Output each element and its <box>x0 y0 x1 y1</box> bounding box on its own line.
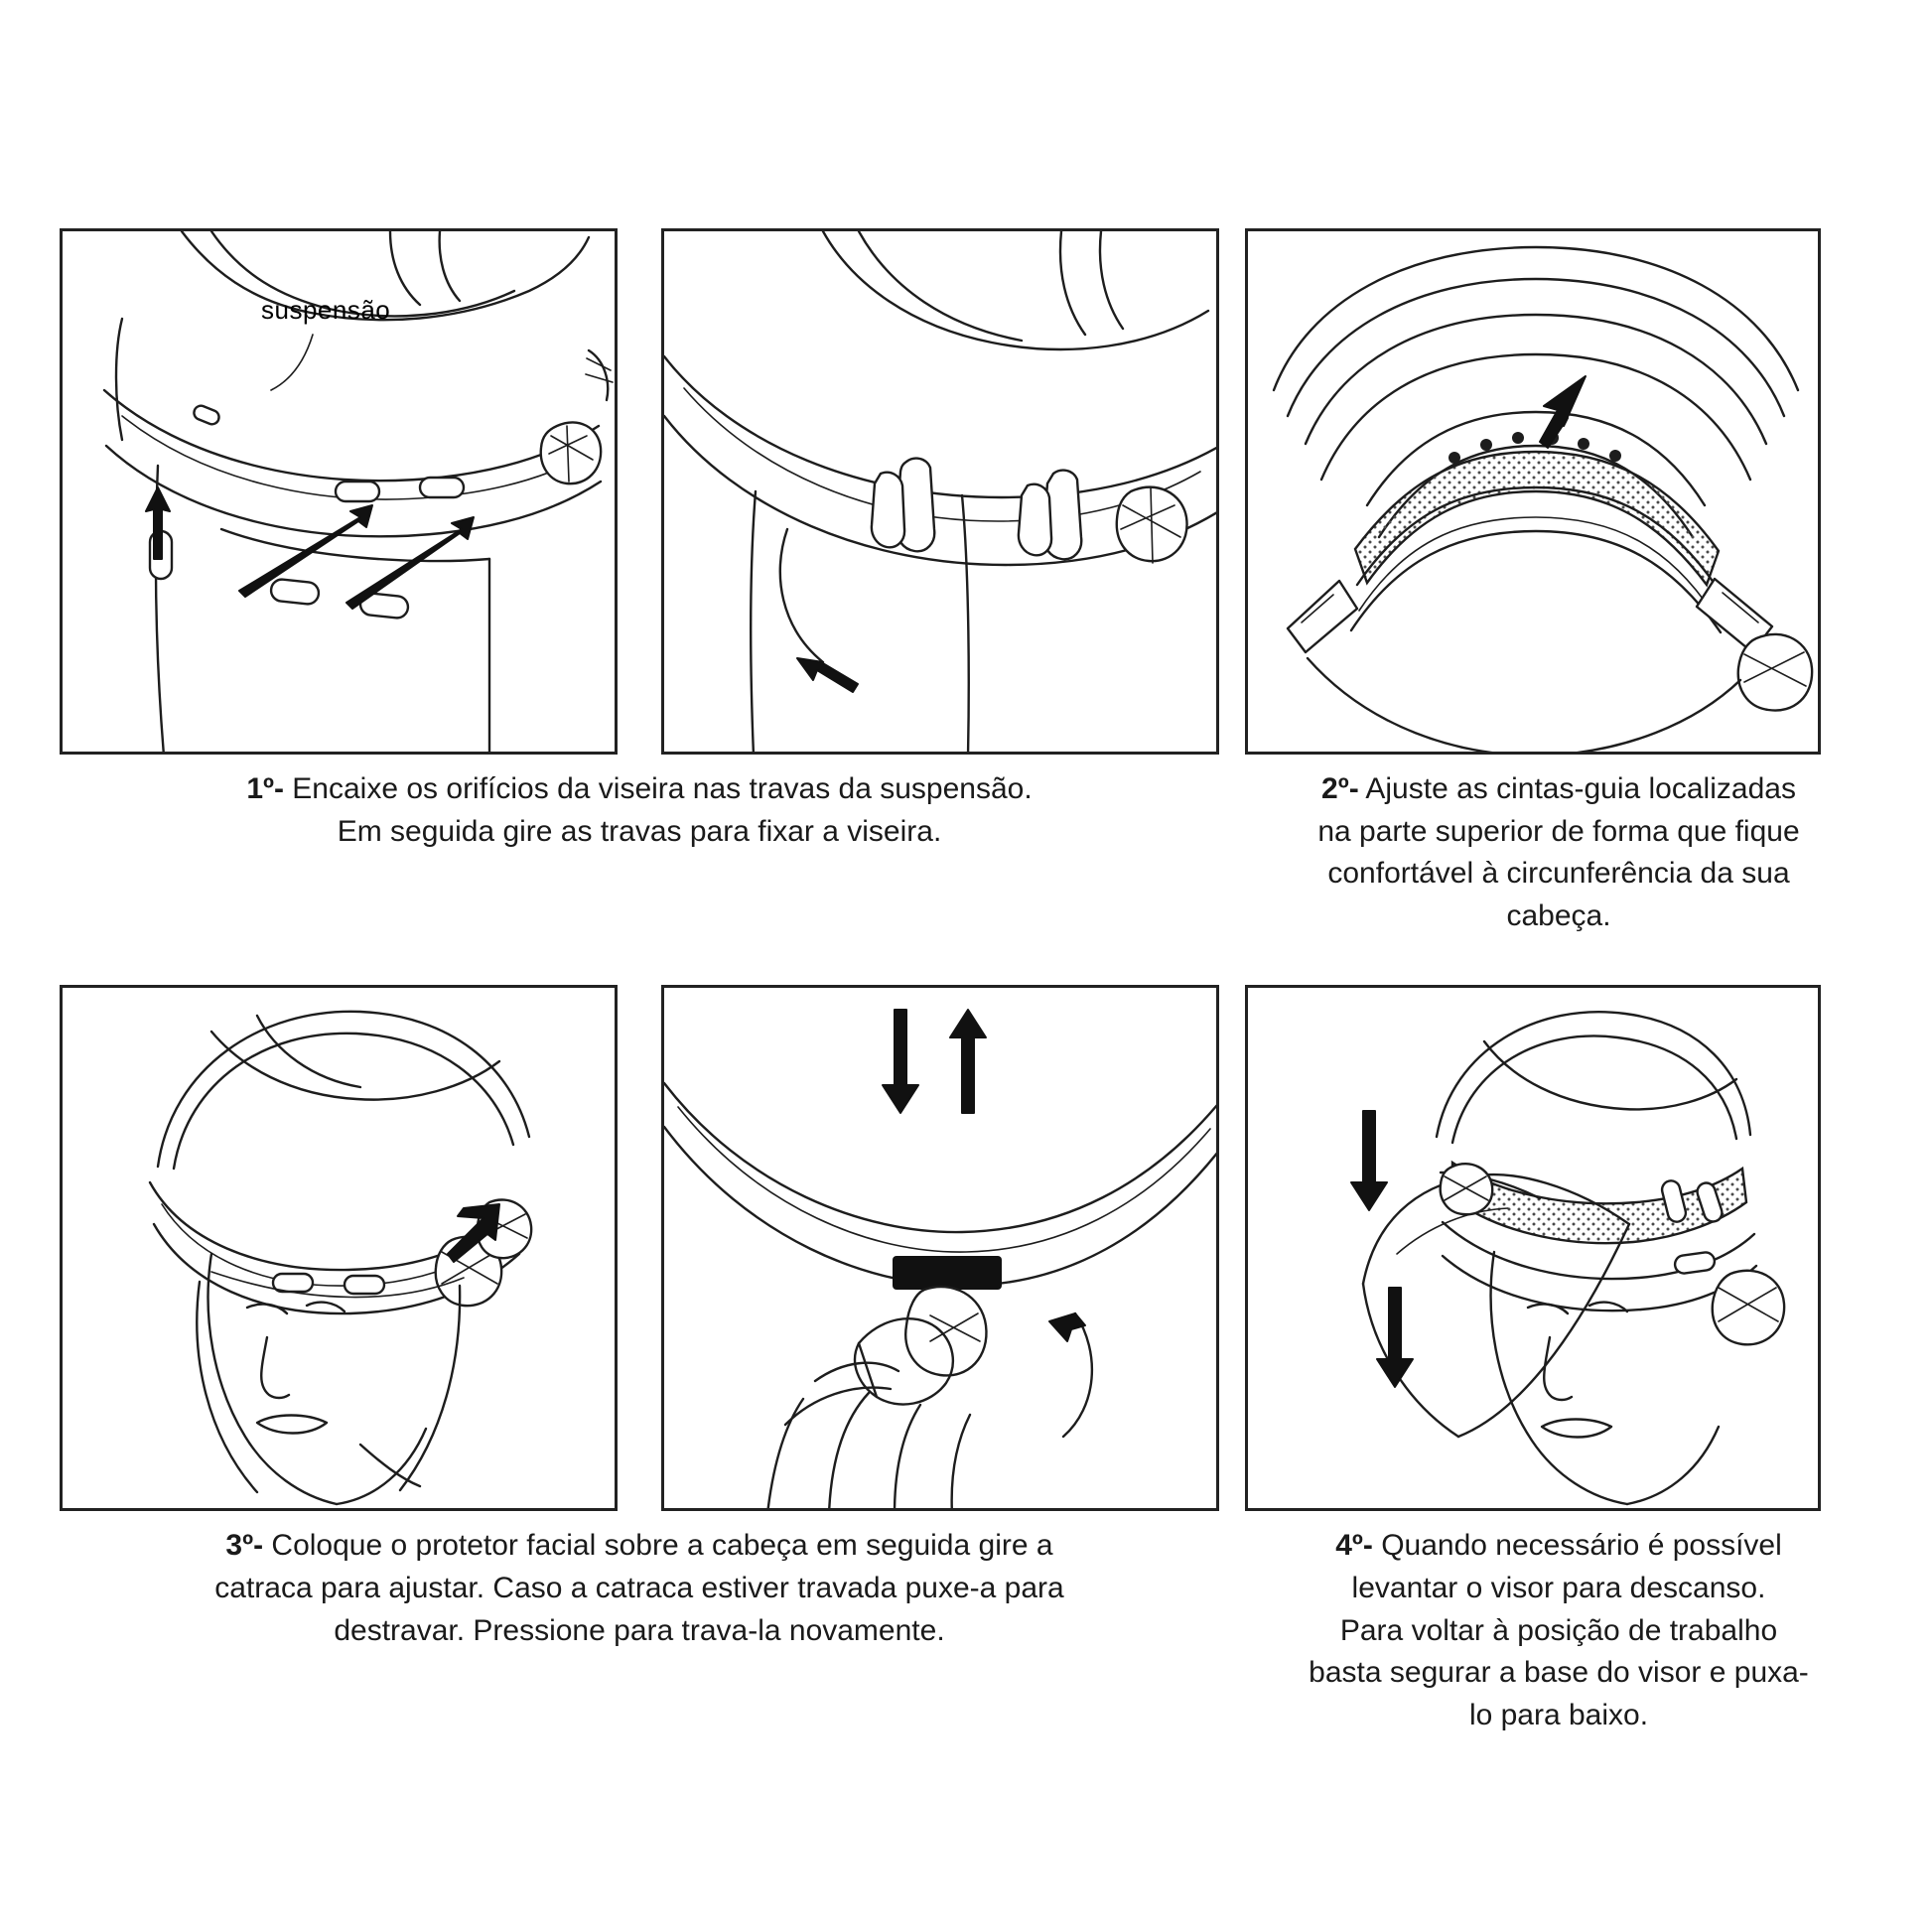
figure-3b <box>661 985 1219 1511</box>
instruction-row-top <box>60 228 1872 937</box>
figure-3a-drawing <box>63 988 618 1511</box>
step-2-caption-line-1: Ajuste as cintas-guia localizadas <box>1365 772 1796 805</box>
step-2-panels <box>1245 228 1872 755</box>
figure-4a-drawing <box>1248 988 1821 1511</box>
figure-1b-drawing <box>664 231 1219 755</box>
step-1-panels <box>60 228 1219 755</box>
step-3-caption-line-1: Coloque o protetor facial sobre a cabeça em seguida gire a <box>271 1529 1053 1563</box>
figure-1a <box>60 228 618 755</box>
figure-3a <box>60 985 618 1511</box>
step-1-caption-line-1: Encaixe os orifícios da viseira nas travas da suspensão. <box>292 772 1033 805</box>
step-1-caption-line-2: Em seguida gire as travas para fixar a viseira. <box>337 814 942 848</box>
step-3-caption-line-3: destravar. Pressione para trava-la novamente. <box>334 1613 945 1647</box>
step-2-caption-line-2: na parte superior de forma que fique <box>1317 814 1800 848</box>
figure-4a <box>1245 985 1821 1511</box>
step-4-block <box>1245 985 1872 1736</box>
step-4-caption-line-2: levantar o visor para descanso. <box>1351 1571 1766 1604</box>
step-4-caption-line-1: Quando necessário é possível <box>1381 1529 1782 1563</box>
step-3-block <box>60 985 1219 1652</box>
step-3-caption-line-2: catraca para ajustar. Caso a catraca estiver travada puxe-a para <box>214 1571 1064 1604</box>
step-2-number: 2º- <box>1321 772 1359 805</box>
step-4-caption-line-4: basta segurar a base do visor e puxa- <box>1309 1656 1809 1690</box>
instruction-row-bottom <box>60 985 1872 1736</box>
step-4-caption <box>1245 1525 1872 1736</box>
step-3-panels <box>60 985 1219 1511</box>
step-1-caption <box>60 768 1219 853</box>
step-3-caption <box>60 1525 1219 1652</box>
step-2-caption-line-4: cabeça. <box>1506 898 1611 932</box>
figure-2a <box>1245 228 1821 755</box>
figure-3b-drawing <box>664 988 1219 1511</box>
step-4-number: 4º- <box>1335 1529 1373 1563</box>
step-4-panels <box>1245 985 1872 1511</box>
step-2-block <box>1245 228 1872 937</box>
step-4-caption-line-5: lo para baixo. <box>1468 1698 1649 1731</box>
step-4-caption-line-3: Para voltar à posição de trabalho <box>1339 1613 1778 1647</box>
step-1-number: 1º- <box>246 772 284 805</box>
step-2-caption-line-3: confortável à circunferência da sua <box>1327 857 1790 891</box>
figure-1b <box>661 228 1219 755</box>
step-1-block <box>60 228 1219 853</box>
step-2-caption <box>1245 768 1872 937</box>
figure-1a-label: suspensão <box>261 295 391 325</box>
figure-2a-drawing <box>1248 231 1821 755</box>
step-3-number: 3º- <box>225 1529 264 1563</box>
